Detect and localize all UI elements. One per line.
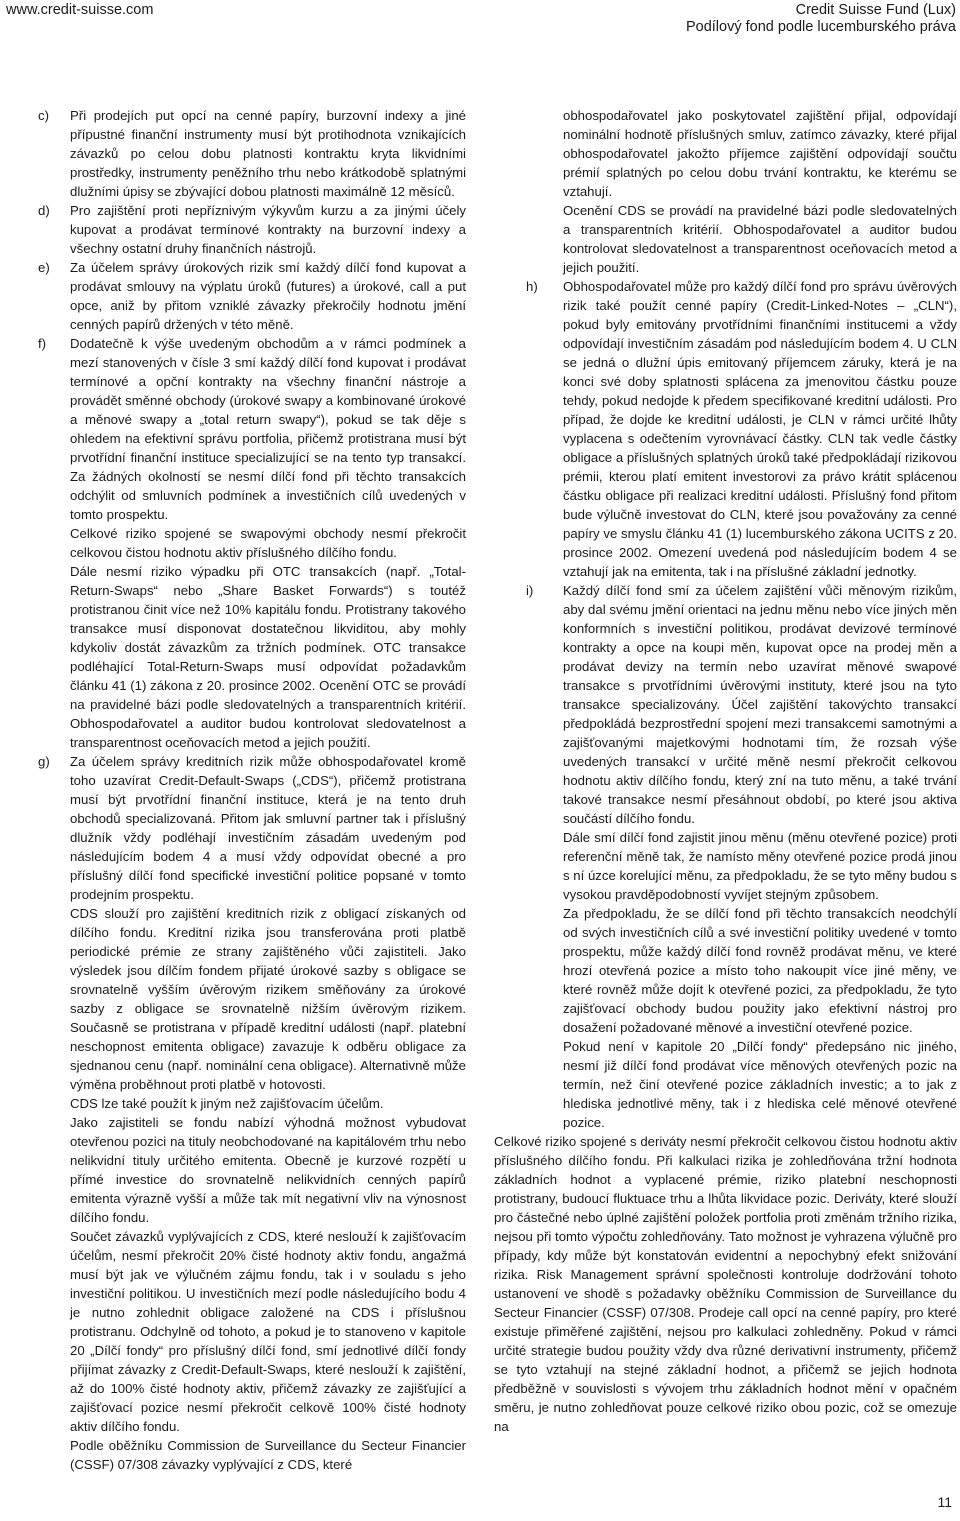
fund-title	[686, 2, 956, 36]
list-item-f	[38, 334, 466, 752]
item-label: e)	[38, 260, 50, 275]
paragraph: Obhospodařovatel může pro každý dílčí fond pro správu úvěrových rizik také použít cenné papíry (Credit-Linked-Notes – „CLN“), pokud byly emitovány prvotřídními finančními institucemi a vždy odpovídají investičním zásadám pod následujícím bodem 4. U CLN se jedná o dlužní úpis emitovaný příjemcem záruky, která je na konci své doby splatnosti splácena za jmenovitou částku pouze tehdy, pokud nedojde k předem specifikované kreditní události. Pro případ, že dojde ke kreditní události, je CLN v rámci určité lhůty vyplacena s odečtením vyrovnávací částky. CLN tak vedle částky obligace a příslušných splatných úroků také předpokládají rizikovou prémii, kterou platí emitent investorovi za právo krátit splácenou částku obligace při realizaci kreditní události. Příslušný fond přitom bude výlučně investovat do CLN, které jsou považovány za cenné papíry ve smyslu článku 41 (1) lucemburského zákona UCITS z 20. prosince 2002. Omezení uvedená pod následujícím bodem 4 se vztahují jak na emitenta, tak i na příslušné základní jednotky.	[563, 279, 957, 579]
paragraph: Ocenění CDS se provádí na pravidelné bázi podle sledovatelných a transparentních kritérií. Obhospodařovatel a auditor budou kontrolovat sledovatelnost a transparentnost oceňovacích metod a jejich použití.	[563, 203, 957, 275]
paragraph: Součet závazků vyplývajících z CDS, které neslouží k zajišťovacím účelům, nesmí překročit 20% čisté hodnoty aktiv fondu, angažmá musí být jak ve výlučném zájmu fondu, tak i v souladu s jeho investiční politikou. U investičních mezí podle následujícího bodu 4 je nutno zohlednit obligace založené na CDS i příslušnou protistranu. Odchylně od tohoto, a pokud je to stanoveno v kapitole 20 „Dílčí fondy“ pro příslušný dílčí fond, smí jednotlivé dílčí fondy přijímat závazky z Credit-Default-Swaps, které neslouží k zajištění, až do 100% čisté hodnoty aktiv, přičemž závazky ze zajišťující a zajišťovací pozice nesmí překročit celkově 100% čisté hodnoty aktiv dílčího fondu.	[70, 1229, 466, 1434]
paragraph: CDS slouží pro zajištění kreditních rizik z obligací získaných od dílčího fondu. Kreditní rizika jsou transferována proti platbě periodické prémie ze strany zajištěného vůči zajistiteli. Jako výsledek jsou dílčím fondem přijaté úrokové sazby s obligace se srovnatelně vyšším úvěrovým rizikem směňovány za úrokové sazby z obligace se srovnatelně nižším úvěrovým rizikem. Současně se protistrana v případě kreditní události (např. platební neschopnost emitenta obligace) zavazuje k odběru obligace za sjednanou cenu (např. nominální cena obligace). Alternativně může výměna proběhnout proti platbě v hotovosti.	[70, 906, 466, 1092]
item-label: i)	[526, 583, 534, 598]
paragraph: Při prodejích put opcí na cenné papíry, burzovní indexy a jiné přípustné finanční instrumenty musí být protihodnota vznikajících závazků po celou dobu platnosti kontraktu kryta likvidními prostředky, instrumenty peněžního trhu nebo krátkodobě splatnými dlužními úpisy se zbývající dobou platnosti maximálně 12 měsíců.	[70, 108, 466, 199]
closing-paragraph: Celkové riziko spojené s deriváty nesmí překročit celkovou čistou hodnotu aktiv příslušného dílčího fondu. Při kalkulaci rizika je zohledňována tržní hodnota základních hodnot a vyplacené prémie, riziko platební neschopnosti protistrany, budoucí fluktuace trhu a lhůta likvidace pozic. Deriváty, které slouží pro částečné nebo úplné zajištění položek portfolia proti změnám tržního rizika, nejsou při tomto výpočtu zohledňovány. Tato možnost je vyhrazena výlučně pro případy, kdy může být konstatován evidentní a nepochybný efekt snižování rizika. Risk Management správní společnosti kontroluje dodržování tohoto ustanovení ve shodě s požadavky oběžníku Commission de Surveillance du Secteur Financier (CSSF) 07/308. Prodeje call opcí na cenné papíry, pro které existuje přiměřené zajištění, nejsou pro kalkulaci zohledněny. Pokud v rámci určité strategie budou použity vždy dva různé derivativní instrumenty, přičemž se tyto vztahují na stejné základní hodnot, a přičemž se jejich hodnota předběžně v souvislosti s vývojem trhu základních hodnot mění v opačném směru, je nutno zohledňovat pouze celkové riziko obou pozic, což se omezuje na	[494, 1134, 957, 1434]
list-item-c	[38, 106, 466, 201]
item-label: d)	[38, 203, 50, 218]
item-label: h)	[526, 279, 538, 294]
fund-name: Credit Suisse Fund (Lux)	[795, 2, 956, 18]
paragraph: Pokud není v kapitole 20 „Dílčí fondy“ předepsáno nic jiného, nesmí již dílčí fond prodávat více měnových otevřených pozic na termín, než činí otevřené pozice základních investic; a to jak z hlediska jednotlivé měny, tak i z hlediska celé měnové otevřené pozice.	[563, 1039, 957, 1130]
right-column	[494, 106, 957, 1436]
list-item-g-continued	[563, 106, 957, 277]
list-item-d	[38, 201, 466, 258]
paragraph: Za účelem správy úrokových rizik smí každý dílčí fond kupovat a prodávat smlouvy na výplatu úroků (futures) a úrokové, call a put opce, aniž by přitom vzniklé závazky překročily hodnotu jmění cenných papírů držených v této měně.	[70, 260, 466, 332]
right-list	[494, 106, 957, 1132]
list-item-h	[526, 277, 957, 581]
item-label: c)	[38, 108, 49, 123]
paragraph: Za účelem správy kreditních rizik může obhospodařovatel kromě toho uzavírat Credit-Default-Swaps („CDS“), přičemž protistrana musí být prvotřídní finanční instituce, která je na tento druh obchodů specializovaná. Přitom jak smluvní partner tak i příslušný dlužník vždy podléhají investičním zásadám uvedeným pod následujícím bodem 4 a musí vždy odpovídat obecné a pro příslušný dílčí fond specifické investiční politice popsané v tomto prodejním prospektu.	[70, 754, 466, 902]
list-item-g	[38, 752, 466, 1474]
paragraph: Pro zajištění proti nepříznivým výkyvům kurzu a za jinými účely kupovat a prodávat termínové kontrakty na burzovní indexy a všechny ostatní druhy finančních nástrojů.	[70, 203, 466, 256]
item-label: g)	[38, 754, 50, 769]
page-header	[0, 0, 960, 46]
paragraph: obhospodařovatel jako poskytovatel zajištění přijal, odpovídají nominální hodnotě příslušných smluv, zatímco závazky, které přijal obhospodařovatel jakožto příjemce zajištění odpovídají součtu prémií splatných po celou dobu trvání kontraktu, ke kterému se vztahují.	[563, 108, 957, 199]
left-column	[38, 106, 466, 1474]
website-url: www.credit-suisse.com	[6, 2, 154, 18]
paragraph: Každý dílčí fond smí za účelem zajištění vůči měnovým rizikům, aby dal svému jmění orientaci na jednu měnu nebo více jiných měn konformních s investiční politikou, prodávat devizové termínové kontrakty a opce na koupi měn, kupovat opce na prodej měn a prodávat devizy na termín nebo uzavírat měnové swapové transakce s prvotřídními úvěrovými instituty, které jsou na tyto transakce specializovány. Účel zajištění takovýchto transakcí předpokládá bezprostřední spojení mezi transakcemi samotnými a zajišťovanými majetkovými hodnotami tím, že rozsah výše uvedených transakcí v určité měně nesmí překročit celkovou hodnotu aktiv dílčího fondu, který zní na tuto měnu, a také trvání takové transakce nesmí přesáhnout období, po které jsou aktiva součástí dílčího fondu.	[563, 583, 957, 826]
paragraph: Celkové riziko spojené se swapovými obchody nesmí překročit celkovou čistou hodnotu aktiv příslušného dílčího fondu.	[70, 526, 466, 560]
page-number: 11	[937, 1494, 952, 1510]
paragraph: Dodatečně k výše uvedeným obchodům a v rámci podmínek a mezí stanovených v čísle 3 smí každý dílčí fond kupovat i prodávat termínové a opční kontrakty na všechny finanční nástroje a provádět směnné obchody (úrokové swapy a kombinované úrokové a měnové swapy a „total return swapy“), pokud se tak děje s ohledem na efektivní správu portfolia, přičemž protistrana musí být prvotřídní finanční instituce specializující se na tento typ transakcí. Za žádných okolností se nesmí dílčí fond při těchto transakcích odchýlit od smluvních podmínek a investičních cílů uvedených v tomto prospektu.	[70, 336, 466, 522]
paragraph: Jako zajistiteli se fondu nabízí výhodná možnost vybudovat otevřenou pozici na tituly neobchodované na kapitálovém trhu nebo nelikvidní tituly určitého emitenta. Obecně je kurzové rozpětí u přímé investice do srovnatelně nelikvidních cenných papírů emitenta výrazně vyšší a může tak mít negativní vliv na výnosnost dílčího fondu.	[70, 1115, 466, 1225]
fund-subtitle: Podílový fond podle lucemburského práva	[685, 19, 956, 35]
item-label: f)	[38, 336, 47, 351]
paragraph: Podle oběžníku Commission de Surveillance du Secteur Financier (CSSF) 07/308 závazky vyplývající z CDS, které	[70, 1438, 466, 1472]
list-item-i	[526, 581, 957, 1132]
paragraph: Dále nesmí riziko výpadku při OTC transakcích (např. „Total-Return-Swaps“ nebo „Share Basket Forwards“) s toutéž protistranou činit více než 10% kapitálu fondu. Protistrany takového transakce musí disponovat dostatečnou likviditou, aby mohly kdykoliv dostát závazkům za tržních podmínek. OTC transakce podléhající Total-Return-Swaps musí odpovídat požadavkům článku 41 (1) zákona z 20. prosince 2002. Ocenění OTC se provádí na pravidelné bázi podle sledovatelných a transparentních kritérií. Obhospodařovatel a auditor budou kontrolovat sledovatelnost a transparentnost oceňovacích metod a jejich použití.	[70, 564, 466, 750]
paragraph: Za předpokladu, že se dílčí fond při těchto transakcích neodchýlí od svých investičních cílů a své investiční politiky uvedené v tomto prospektu, může každý dílčí fond rovněž prodávat měnu, ve které hrozí otevřená pozice a místo toho nakoupit více jiné měny, ve které rovněž může dojít k otevřené pozici, za předpokladu, že tyto zajišťovací obchody budou použity jako efektivní nástroj pro dosažení požadované měnové a investiční otevřené pozice.	[563, 906, 957, 1035]
paragraph: CDS lze také použít k jiným než zajišťovacím účelům.	[70, 1096, 384, 1111]
list-item-e	[38, 258, 466, 334]
paragraph: Dále smí dílčí fond zajistit jinou měnu (měnu otevřené pozice) proti referenční měně tak, že namísto měny otevřené pozice prodá jinou s ní úzce korelující měnu, za předpokladu, že se tyto měny budou s vysokou pravděpodobností vyvíjet stejným způsobem.	[563, 830, 957, 902]
